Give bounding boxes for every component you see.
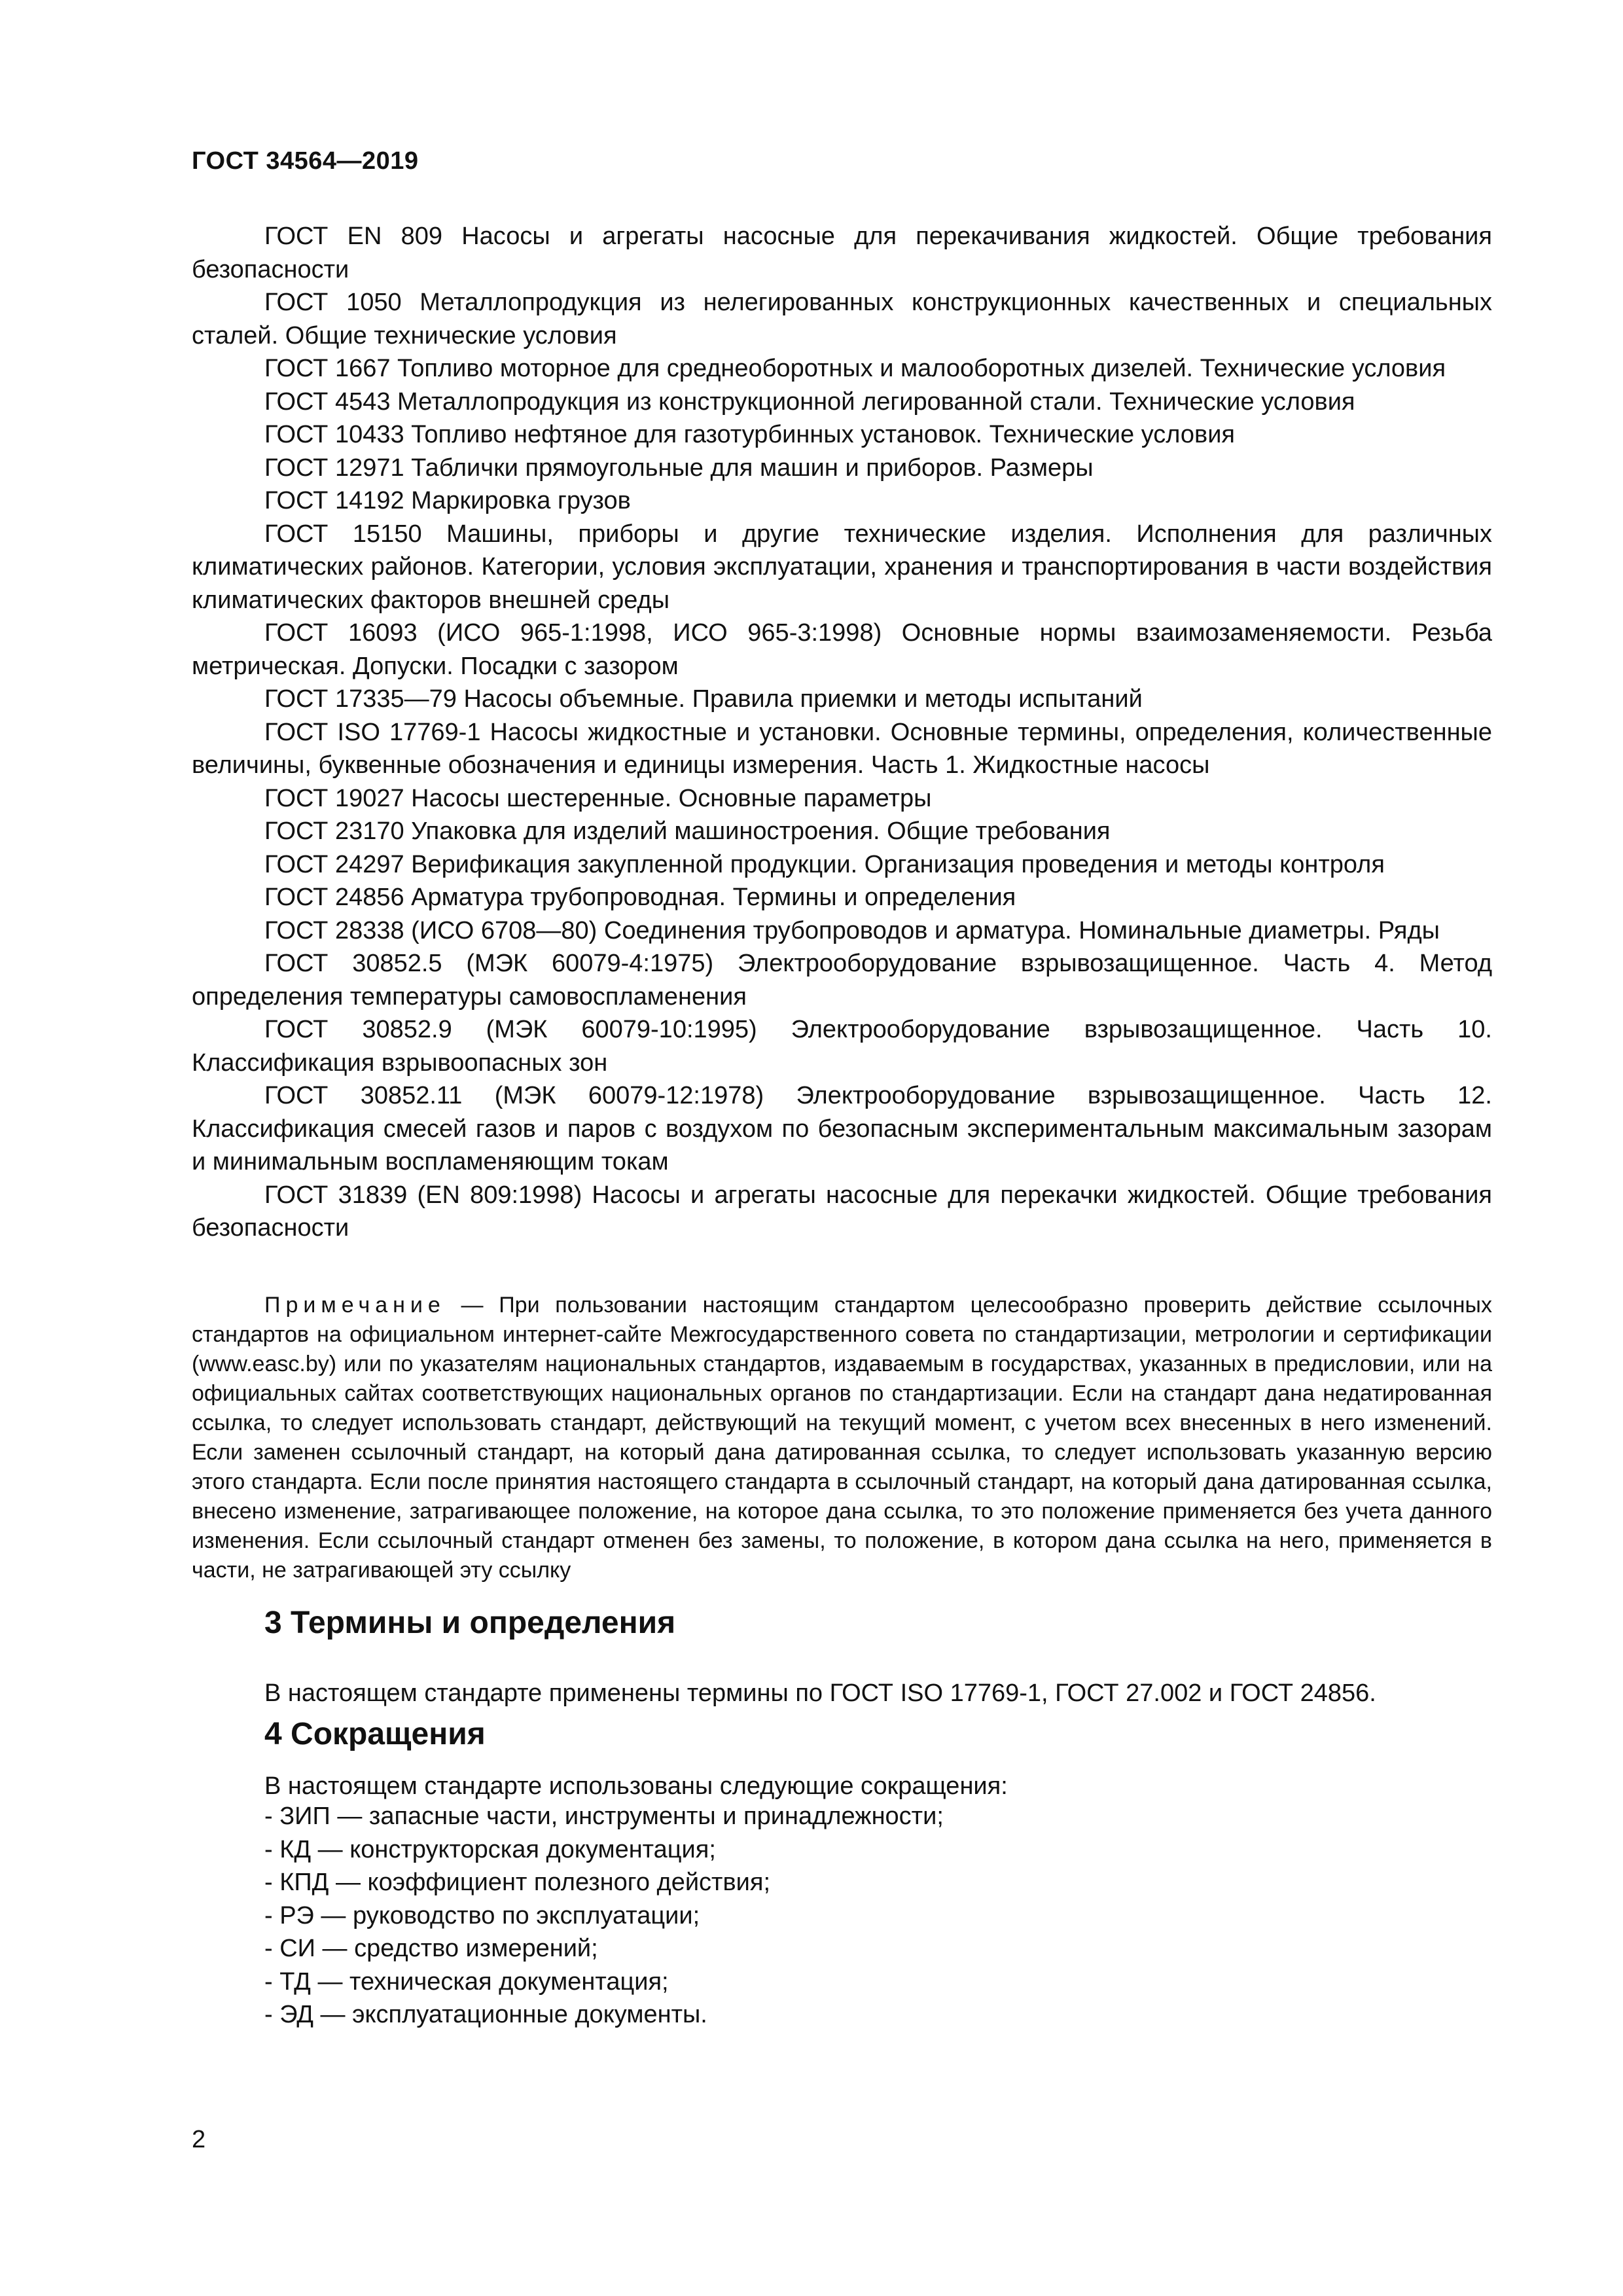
reference-item: ГОСТ 17335—79 Насосы объемные. Правила приемки и методы испытаний [264,685,1143,713]
reference-item: ГОСТ 12971 Таблички прямоугольные для машин и приборов. Размеры [264,454,1094,482]
normative-references [192,220,1492,1245]
reference-item: ГОСТ 30852.9 (МЭК 60079-10:1995) Электрооборудование взрывозащищенное. Часть 10. Классификация взрывоопасных зон [192,1016,1492,1077]
reference-item: ГОСТ 28338 (ИСО 6708—80) Соединения трубопроводов и арматура. Номинальные диаметры. Ряды [264,916,1440,944]
list-item: - ЭД — эксплуатационные документы. [264,2001,707,2028]
section-3-text: В настоящем стандарте применены термины по ГОСТ ISO 17769-1, ГОСТ 27.002 и ГОСТ 24856. [264,1679,1376,1707]
reference-item: ГОСТ 1050 Металлопродукция из нелегированных конструкционных качественных и специальных сталей. Общие технические условия [192,289,1492,350]
reference-item: ГОСТ 24856 Арматура трубопроводная. Термины и определения [264,884,1016,911]
list-item: - КД — конструкторская документация; [264,1835,716,1863]
reference-item: ГОСТ 10433 Топливо нефтяное для газотурбинных установок. Технические условия [264,421,1236,448]
list-item: - ЗИП — запасные части, инструменты и принадлежности; [264,1803,944,1830]
reference-item: ГОСТ 30852.5 (МЭК 60079-4:1975) Электрооборудование взрывозащищенное. Часть 4. Метод определения температуры самовоспламенения [192,950,1492,1011]
abbreviations-list [264,1800,944,2032]
reference-item: ГОСТ 31839 (EN 809:1998) Насосы и агрегаты насосные для перекачки жидкостей. Общие требования безопасности [192,1181,1492,1242]
note-text: — При пользовании настоящим стандартом целесообразно проверить действие ссылочных стандартов на официальном интернет-сайте Межгосударственного совета по стандартизации, метрологии и сертификации (www.easc.by) или по указателям национальных стандартов, издаваемым в государствах, указанных в предисловии, или на официальных сайтах соответствующих национальных органов по стандартизации. Если на стандарт дана недатированная ссылка, то следует использовать стандарт, действующий на текущий момент, с учетом всех внесенных в него изменений. Если заменен ссылочный стандарт, на который дана датированная ссылка, то следует использовать указанную версию этого стандарта. Если после принятия настоящего стандарта в ссылочный стандарт, на который дана датированная ссылка, внесено изменение, затрагивающее положение, на которое дана ссылка, то это положение применяется без учета данного изменения. Если ссылочный стандарт отменен без замены, то положение, в котором дана ссылка на него, применяется в части, не затрагивающей эту ссылку [192,1293,1492,1583]
reference-item: ГОСТ 23170 Упаковка для изделий машиностроения. Общие требования [264,817,1111,845]
section-4-intro: В настоящем стандарте использованы следующие сокращения: [264,1772,1008,1800]
note-label: Примечание [264,1293,446,1318]
reference-item: ГОСТ 4543 Металлопродукция из конструкционной легированной стали. Технические условия [264,387,1355,416]
list-item: - СИ — средство измерений; [264,1935,598,1962]
reference-item: ГОСТ EN 809 Насосы и агрегаты насосные для перекачивания жидкостей. Общие требования безопасности [192,223,1492,283]
list-item: - ТД — техническая документация; [264,1967,669,1996]
document-header: ГОСТ 34564—2019 [192,147,419,175]
reference-item: ГОСТ 16093 (ИСО 965-1:1998, ИСО 965-3:1998) Основные нормы взаимозаменяемости. Резьба метрическая. Допуски. Посадки с зазором [192,619,1492,680]
reference-item: ГОСТ 1667 Топливо моторное для среднеоборотных и малооборотных дизелей. Технические условия [264,355,1446,382]
reference-item: ГОСТ 24297 Верификация закупленной продукции. Организация проведения и методы контроля [264,850,1385,878]
reference-item: ГОСТ 15150 Машины, приборы и другие технические изделия. Исполнения для различных климатических районов. Категории, условия эксплуатации, хранения и транспортирования в части воздействия климатических факторов внешней среды [192,520,1492,614]
reference-item: ГОСТ 14192 Маркировка грузов [264,487,631,514]
reference-item: ГОСТ ISO 17769-1 Насосы жидкостные и установки. Основные термины, определения, количественные величины, буквенные обозначения и единицы измерения. Часть 1. Жидкостные насосы [192,718,1492,779]
section-3-heading: 3 Термины и определения [264,1605,676,1640]
page-number: 2 [192,2126,206,2153]
reference-item: ГОСТ 19027 Насосы шестеренные. Основные параметры [264,784,932,812]
section-4-heading: 4 Сокращения [264,1717,486,1751]
reference-item: ГОСТ 30852.11 (МЭК 60079-12:1978) Электрооборудование взрывозащищенное. Часть 12. Классификация смесей газов и паров с воздухом по безопасным экспериментальным максимальным зазорам и минимальным воспламеняющим токам [192,1082,1492,1175]
list-item: - КПД — коэффициент полезного действия; [264,1869,771,1896]
note-paragraph [192,1291,1492,1585]
list-item: - РЭ — руководство по эксплуатации; [264,1901,700,1929]
